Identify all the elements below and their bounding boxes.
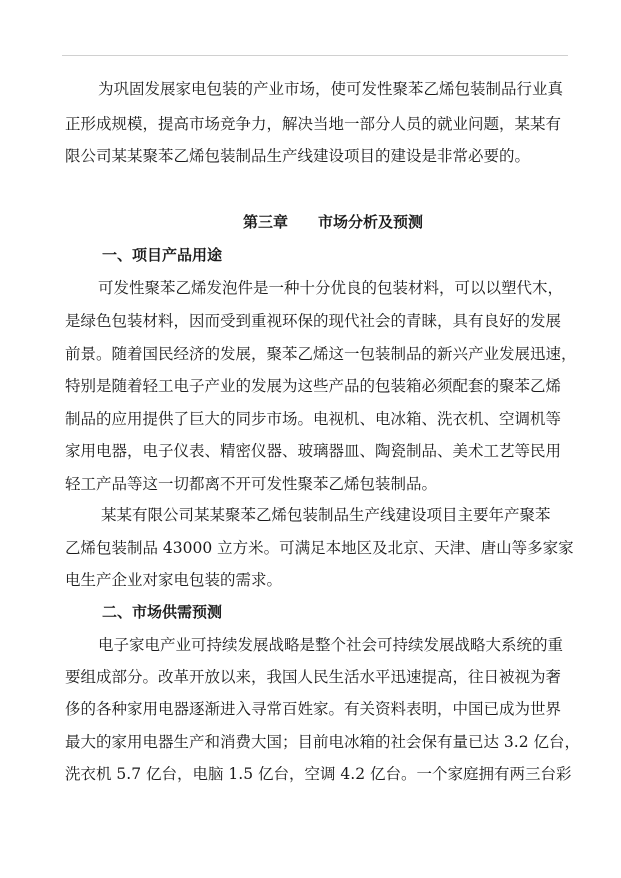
intro-line-1: 为巩固发展家电包装的产业市场，使可发性聚苯乙烯包装制品行业真 — [98, 80, 564, 98]
chapter-number: 第三章 — [243, 213, 289, 231]
s1-p1-line-7: 轻工产品等这一切都离不开可发性聚苯乙烯包装制品。 — [65, 475, 438, 493]
s1-p1-line-5: 制品的应用提供了巨大的同步市场。电视机、电冰箱、洗衣机、空调机等 — [65, 410, 562, 428]
s1-p1-line-4: 特别是随着轻工电子产业的发展为这些产品的包装箱必须配套的聚苯乙烯 — [65, 377, 562, 395]
intro-line-2: 正形成规模，提高市场竞争力，解决当地一部分人员的就业问题，某某有 — [65, 115, 562, 133]
s1-p1-line-2: 是绿色包装材料，因而受到重视环保的现代社会的青睐，具有良好的发展 — [65, 312, 562, 330]
s1-p1-line-6: 家用电器，电子仪表、精密仪器、玻璃器皿、陶瓷制品、美术工艺等民用 — [65, 442, 562, 460]
s2-p1-line-1: 电子家电产业可持续发展战略是整个社会可持续发展战略大系统的重 — [98, 636, 564, 654]
s1-p2-line-3: 电生产企业对家电包装的需求。 — [65, 571, 283, 589]
section-heading-2: 二、市场供需预测 — [102, 603, 223, 621]
s1-p1-line-1: 可发性聚苯乙烯发泡件是一种十分优良的包装材料，可以以塑代木， — [98, 279, 564, 297]
chapter-title: 市场分析及预测 — [318, 213, 424, 231]
s2-p1-line-3: 侈的各种家用电器逐渐进入寻常百姓家。有关资料表明，中国已成为世界 — [65, 700, 562, 718]
s1-p2-line-1: 某某有限公司某某聚苯乙烯包装制品生产线建设项目主要年产聚苯 — [101, 506, 551, 524]
s2-p1-line-4: 最大的家用电器生产和消费大国；目前电冰箱的社会保有量已达 3.2 亿台， — [65, 733, 581, 751]
intro-line-3: 限公司某某聚苯乙烯包装制品生产线建设项目的建设是非常必要的。 — [65, 147, 531, 165]
section-heading-1: 一、项目产品用途 — [102, 246, 223, 264]
s1-p1-line-3: 前景。随着国民经济的发展，聚苯乙烯这一包装制品的新兴产业发展迅速， — [65, 345, 577, 363]
s1-p2-line-2: 乙烯包装制品 43000 立方米。可满足本地区及北京、天津、唐山等多家家 — [65, 539, 574, 557]
s2-p1-line-2: 要组成部分。改革开放以来，我国人民生活水平迅速提高，往日被视为奢 — [65, 668, 562, 686]
s2-p1-line-5: 洗衣机 5.7 亿台，电脑 1.5 亿台，空调 4.2 亿台。一个家庭拥有两三台彩 — [65, 765, 572, 783]
header-divider — [62, 55, 568, 56]
